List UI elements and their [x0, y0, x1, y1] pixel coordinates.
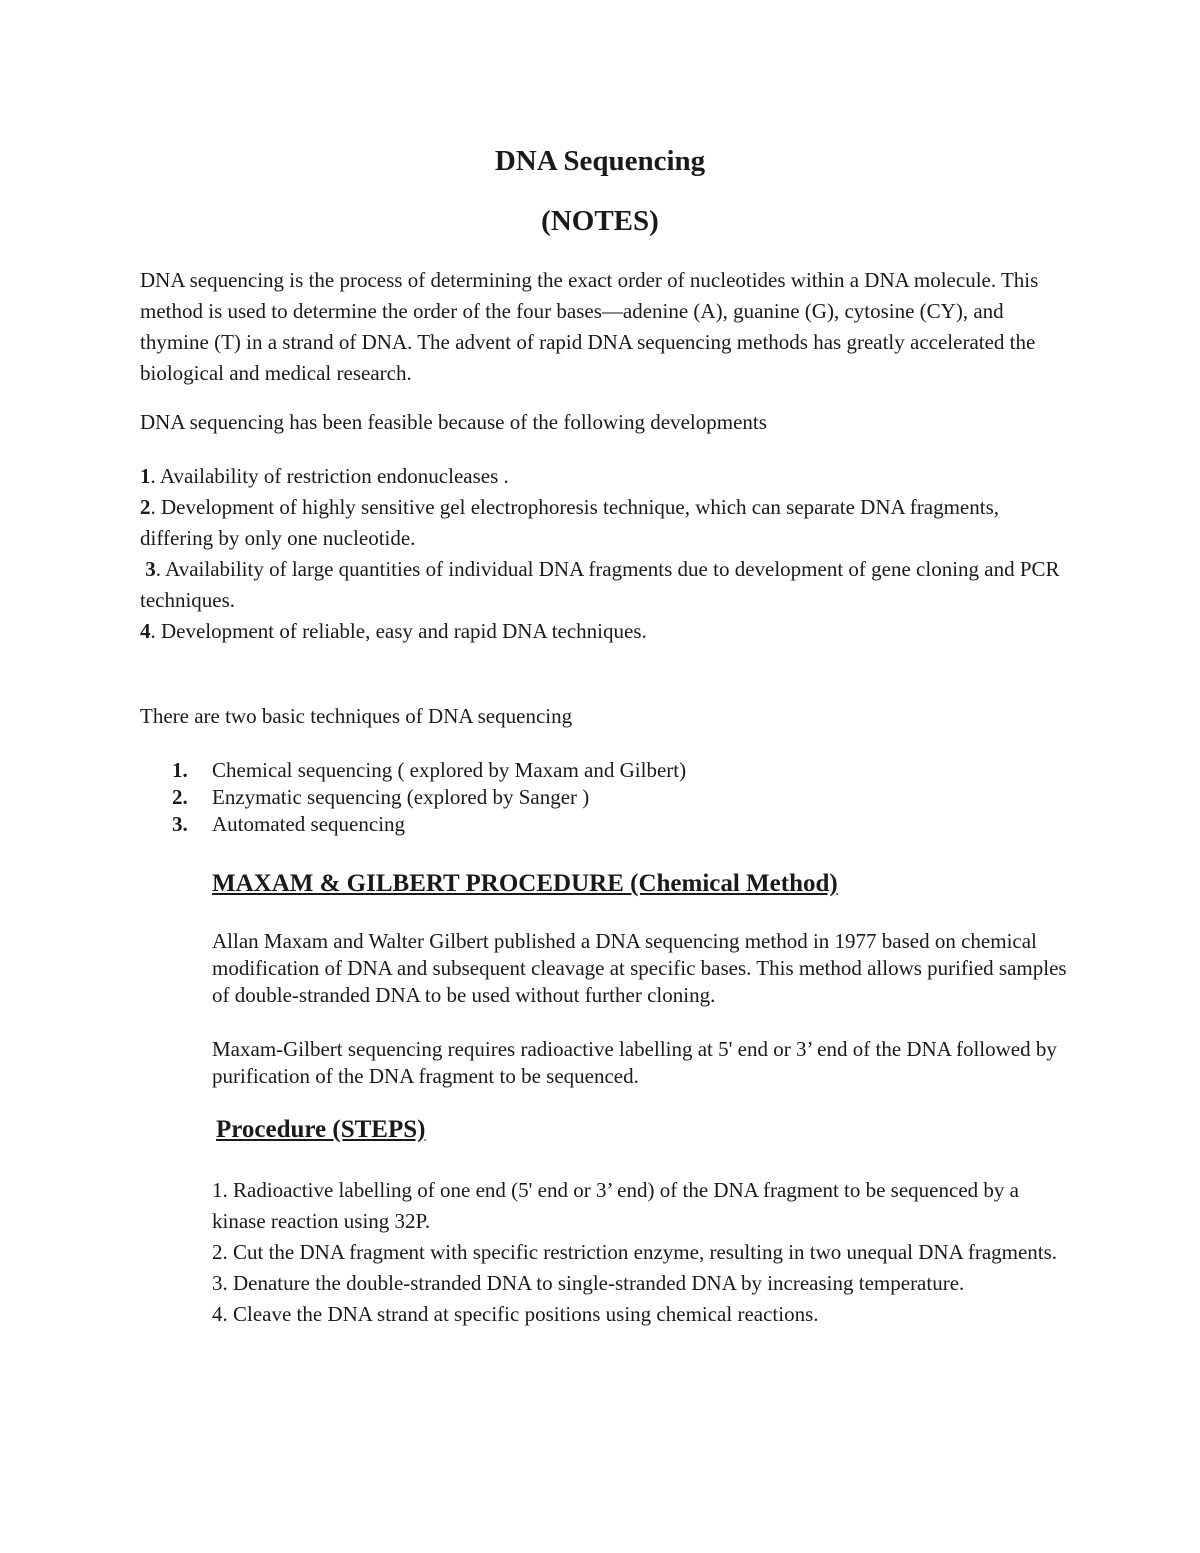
list-item-number: 1 [140, 464, 151, 488]
list-item-number: 3. [172, 812, 188, 836]
list-item-number: 4 [140, 619, 151, 643]
list-item-text: Enzymatic sequencing (explored by Sanger ) [212, 785, 590, 809]
list-item [140, 554, 1060, 616]
list-item [140, 461, 1060, 492]
list-item-text: Chemical sequencing ( explored by Maxam and Gilbert) [212, 758, 687, 782]
procedure-step: 3. Denature the double-stranded DNA to single-stranded DNA by increasing temperature. [212, 1271, 965, 1295]
list-item [172, 811, 972, 838]
list-item [172, 784, 972, 811]
document-subtitle: (NOTES) [541, 205, 659, 237]
list-item-text: . Availability of large quantities of individual DNA fragments due to development of gene cloning and PCR techniques. [140, 557, 1060, 612]
developments-list [140, 461, 1060, 647]
document-title: DNA Sequencing [494, 145, 706, 177]
procedure-step: 2. Cut the DNA fragment with specific restriction enzyme, resulting in two unequal DNA fragments. [212, 1240, 1058, 1264]
intro-paragraph: DNA sequencing is the process of determining the exact order of nucleotides within a DNA molecule. This method is used to determine the order of the four bases—adenine (A), guanine (G), cytosine (CY), and thymine (T) in a strand of DNA. The advent of rapid DNA sequencing methods has greatly accelerated the biological and medical research. [140, 268, 1039, 385]
list-item-number: 3 [145, 557, 156, 581]
procedure-heading: Procedure (STEPS) [216, 1116, 426, 1143]
maxam-paragraph-2: Maxam-Gilbert sequencing requires radioactive labelling at 5' end or 3’ end of the DNA followed by purification of the DNA fragment to be sequenced. [212, 1037, 1057, 1088]
list-item-text: . Availability of restriction endonucleases . [150, 464, 509, 488]
maxam-gilbert-heading: MAXAM & GILBERT PROCEDURE (Chemical Method) [212, 870, 838, 897]
maxam-paragraph-1: Allan Maxam and Walter Gilbert published a DNA sequencing method in 1977 based on chemical modification of DNA and subsequent cleavage at specific bases. This method allows purified samples of double-stranded DNA to be used without further cloning. [212, 929, 1067, 1007]
techniques-list [172, 757, 972, 838]
list-item-number: 1. [172, 758, 188, 782]
list-item [172, 757, 972, 784]
procedure-step: 1. Radioactive labelling of one end (5' end or 3’ end) of the DNA fragment to be sequenced by a kinase reaction using 32P. [212, 1178, 1019, 1233]
list-item [140, 616, 1060, 647]
list-item-text: Automated sequencing [212, 812, 406, 836]
list-item-text: . Development of reliable, easy and rapid DNA techniques. [150, 619, 647, 643]
list-item-number: 2 [140, 495, 151, 519]
list-item [140, 492, 1060, 554]
procedure-steps [212, 1175, 1072, 1330]
techniques-intro: There are two basic techniques of DNA sequencing [140, 704, 573, 728]
list-item-text: . Development of highly sensitive gel electrophoresis technique, which can separate DNA fragments, differing by only one nucleotide. [140, 495, 999, 550]
list-item-number: 2. [172, 785, 188, 809]
procedure-step: 4. Cleave the DNA strand at specific positions using chemical reactions. [212, 1302, 819, 1326]
developments-intro: DNA sequencing has been feasible because of the following developments [140, 410, 767, 434]
